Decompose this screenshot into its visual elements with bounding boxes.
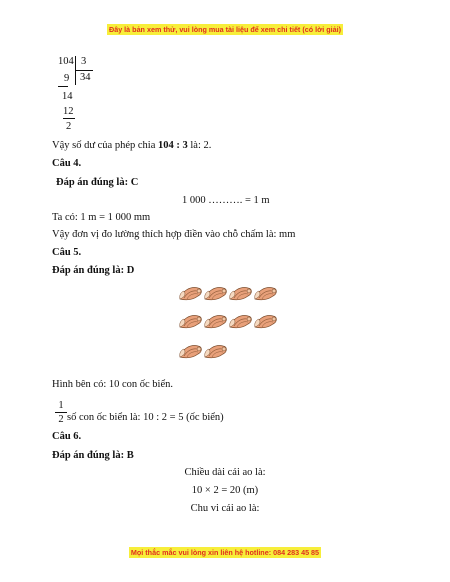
remainder-sentence [52, 140, 211, 151]
division-remainder: 2 [66, 121, 72, 132]
seashell-icon [205, 346, 227, 358]
question-5-heading: Câu 5. [52, 247, 82, 258]
seashell-icon [230, 316, 252, 328]
division-step1: 9 [64, 73, 70, 84]
division-sub-line [63, 118, 75, 119]
hotline-banner [0, 548, 450, 557]
question-6-line-1: Chiều dài cái ao là: [184, 467, 266, 478]
seashell-icon [255, 288, 277, 300]
remainder-suffix: là: 2. [187, 140, 212, 151]
fraction-one-half [55, 400, 67, 425]
seashell-icon [180, 316, 202, 328]
fraction-numerator: 1 [58, 400, 64, 411]
question-5-line-1: Hình bên có: 10 con ốc biển. [52, 379, 174, 390]
seashell-icon [230, 288, 252, 300]
fraction-denominator: 2 [58, 414, 64, 425]
seashell-icon [180, 346, 202, 358]
remainder-expression: 104 : 3 [158, 140, 188, 151]
remainder-prefix: Vậy số dư của phép chia [52, 140, 158, 151]
division-dividend: 104 [58, 56, 74, 67]
division-divisor: 3 [81, 56, 87, 67]
question-5-line-2: số con ốc biển là: 10 : 2 = 5 (ốc biển) [67, 412, 224, 423]
hotline-banner-text: Mọi thắc mắc vui lòng xin liên hệ hotline: 084 283 45 85 [130, 548, 320, 557]
question-6-answer: Đáp án đúng là: B [52, 450, 134, 461]
question-4-equation: 1 000 ………. = 1 m [182, 195, 270, 206]
question-6-heading: Câu 6. [52, 431, 82, 442]
division-minus-line [58, 86, 68, 87]
question-4-answer: Đáp án đúng là: C [56, 177, 139, 188]
seashell-icon [205, 316, 227, 328]
division-step2: 14 [62, 91, 73, 102]
question-4-line-2: Vậy đơn vị đo lường thích hợp điền vào chỗ chấm là: mm [52, 229, 296, 240]
division-horizontal-line [75, 70, 93, 71]
question-6-line-2: 10 × 2 = 20 (m) [191, 485, 259, 496]
question-6-line-3: Chu vi cái ao là: [190, 503, 260, 514]
question-4-heading: Câu 4. [52, 158, 82, 169]
preview-banner [0, 25, 450, 34]
seashell-icon [205, 288, 227, 300]
seashells-svg [175, 285, 285, 370]
division-step3: 12 [63, 106, 74, 117]
preview-banner-text: Đây là bản xem thử, vui lòng mua tài liệu để xem chi tiết (có lời giải) [109, 25, 341, 34]
division-quotient: 34 [80, 72, 91, 83]
question-4-line-1: Ta có: 1 m = 1 000 mm [52, 212, 151, 223]
seashell-icon [255, 316, 277, 328]
fraction-bar [55, 412, 67, 413]
question-5-answer: Đáp án đúng là: D [52, 265, 135, 276]
seashells-illustration [175, 285, 285, 370]
seashell-icon [180, 288, 202, 300]
